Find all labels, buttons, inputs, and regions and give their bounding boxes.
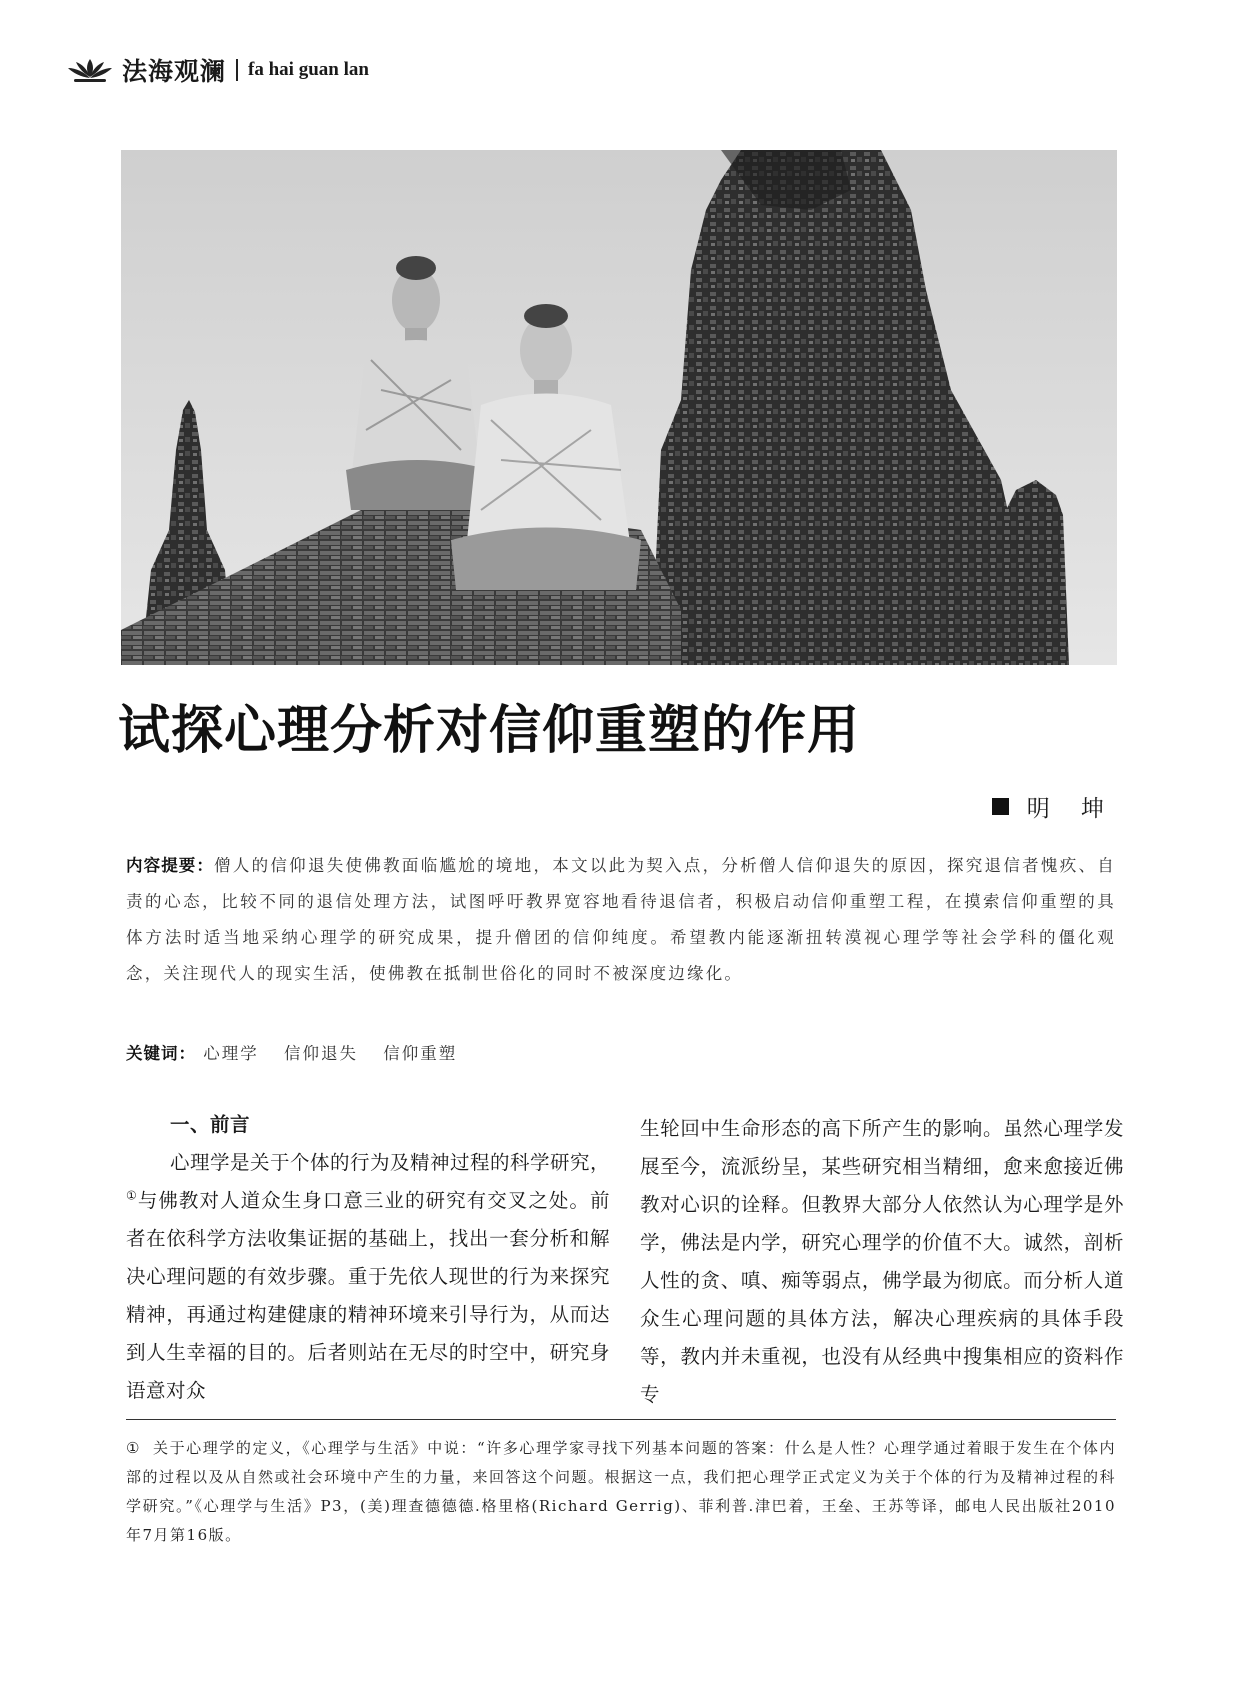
article-title: 试探心理分析对信仰重塑的作用 [118, 701, 861, 761]
magazine-title-en: fa hai guan lan [248, 59, 369, 80]
running-header [66, 52, 369, 88]
footnote-divider [126, 1419, 1116, 1420]
author-name: 明 坤 [1026, 796, 1116, 822]
abstract [126, 848, 1116, 992]
paragraph: 生轮回中生命形态的高下所产生的影响。虽然心理学发展至今，流派纷呈，某些研究相当精细，愈来愈接近佛教对心识的诠释。但教界大部分人依然认为心理学是外学，佛法是内学，研究心理学的价值不大。诚然，剖析人性的贪、嗔、痴等弱点，佛学最为彻底。而分析人道众生心理问题的具体方法，解决心理疾病的具体手段等，教内并未重视，也没有从经典中搜集相应的资料作专 [640, 1117, 1124, 1406]
keywords [126, 1039, 1116, 1069]
section-heading: 一、前言 [170, 1113, 251, 1136]
body-column-right [640, 1110, 1124, 1414]
author-line [992, 790, 1116, 823]
square-bullet-icon [992, 798, 1009, 815]
lotus-icon [66, 56, 114, 84]
header-divider [236, 59, 238, 81]
temple-buddha-photo [121, 150, 1117, 665]
abstract-label: 内容提要： [126, 856, 214, 875]
footnote-text: 关于心理学的定义，《心理学与生活》中说：“许多心理学家寻找下列基本问题的答案：什么是人性？心理学通过着眼于发生在个体内部的过程以及从自然或社会环境中产生的力量，来回答这个问题。根据这一点，我们把心理学正式定义为关于个体的行为及精神过程的科学研究。”《心理学与生活》P3，(美)理查德德德.格里格(Richard Gerrig)、菲利普.津巴着，王垒、王苏等译，邮电人民出版社2010年7月第16版。 [126, 1439, 1117, 1544]
footnote [126, 1434, 1116, 1550]
footnote-ref[interactable]: ① [126, 1188, 138, 1203]
keyword: 心理学 [203, 1044, 259, 1063]
keywords-label: 关键词： [126, 1044, 196, 1063]
body-column-left [126, 1106, 610, 1410]
paragraph [126, 1144, 610, 1410]
keyword: 信仰重塑 [383, 1044, 458, 1063]
footnote-number: ① [126, 1439, 142, 1457]
magazine-title-cn: 法海观澜 [122, 57, 227, 86]
keyword: 信仰退失 [284, 1044, 358, 1063]
paragraph-text: 与佛教对人道众生身口意三业的研究有交叉之处。前者在依科学方法收集证据的基础上，找出一套分析和解决心理问题的有效步骤。重于先依人现世的行为来探究精神，再通过构建健康的精神环境来引导行为，从而达到人生幸福的目的。后者则站在无尽的时空中，研究身语意对众 [126, 1189, 610, 1402]
paragraph-text: 心理学是关于个体的行为及精神过程的科学研究， [170, 1151, 611, 1174]
abstract-text: 僧人的信仰退失使佛教面临尴尬的境地，本文以此为契入点，分析僧人信仰退失的原因，探究退信者愧疚、自责的心态，比较不同的退信处理方法，试图呼吁教界宽容地看待退信者，积极启动信仰重塑工程，在摸索信仰重塑的具体方法时适当地采纳心理学的研究成果，提升僧团的信仰纯度。希望教内能逐渐扭转漠视心理学等社会学科的僵化观念，关注现代人的现实生活，使佛教在抵制世俗化的同时不被深度边缘化。 [126, 856, 1117, 983]
article-photo [121, 150, 1117, 665]
